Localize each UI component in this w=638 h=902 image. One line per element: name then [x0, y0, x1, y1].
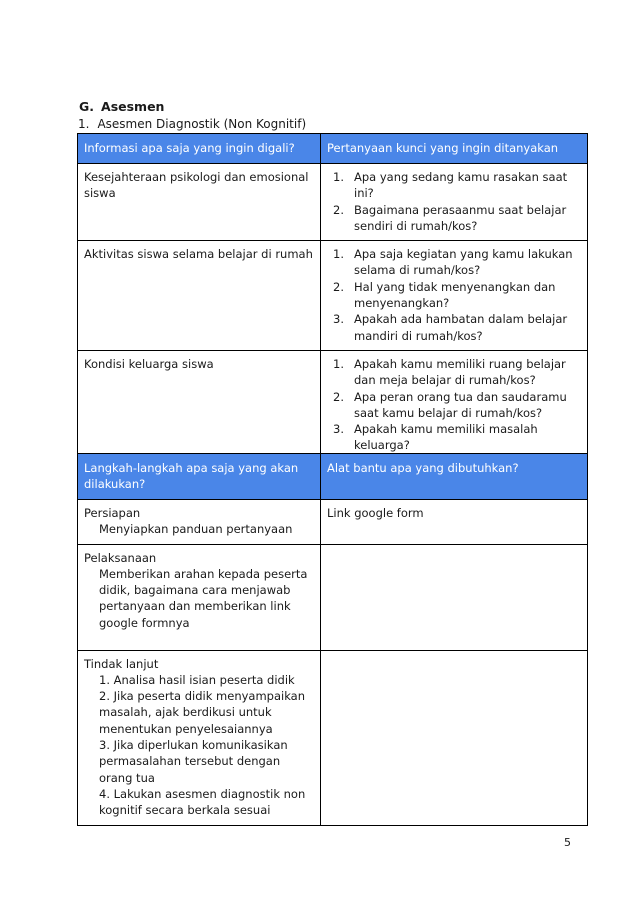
information-cell: Aktivitas siswa selama belajar di rumah — [78, 241, 321, 351]
questions-list — [327, 246, 581, 344]
step-title: Pelaksanaan — [84, 550, 157, 565]
list-item: 2. Hal yang tidak menyenangkan dan menyenangkan? — [333, 279, 556, 311]
list-item: 1. Apakah kamu memiliki ruang belajar dan meja belajar di rumah/kos? — [333, 356, 566, 388]
questions-cell — [321, 241, 588, 351]
list-item: 1. Apa saja kegiatan yang kamu lakukan selama di rumah/kos? — [333, 247, 573, 278]
page-number: 5 — [564, 836, 571, 849]
list-item: 3. Apakah kamu memiliki masalah keluarga? — [333, 422, 538, 453]
tool-cell — [321, 544, 588, 650]
step-line: Memberikan arahan kepada peserta didik, bagaimana cara menjawab pertanyaan dan memberikan link google formnya — [99, 566, 308, 630]
list-item: 2. Apa peran orang tua dan saudaramu saat kamu belajar di rumah/kos? — [333, 389, 567, 420]
header-steps: Langkah-langkah apa saja yang akan dilakukan? — [78, 454, 321, 500]
subsection-heading — [78, 117, 306, 131]
step-line: 1. Analisa hasil isian peserta didik — [99, 672, 295, 687]
section-letter: G. — [79, 99, 95, 114]
step-line: 3. Jika diperlukan komunikasikan permasalahan tersebut dengan orang tua — [99, 738, 288, 785]
list-item: 3. Apakah ada hambatan dalam belajar mandiri di rumah/kos? — [333, 312, 568, 343]
table-row — [78, 350, 588, 460]
step-cell — [78, 544, 321, 650]
tool-cell — [321, 650, 588, 825]
header-key-questions: Pertanyaan kunci yang ingin ditanyakan — [321, 134, 588, 164]
step-cell — [78, 650, 321, 825]
diagnostic-questions-table — [77, 133, 588, 461]
step-cell — [78, 500, 321, 545]
questions-list — [327, 169, 581, 234]
table-header-row — [78, 454, 588, 500]
steps-tools-table — [77, 453, 588, 826]
questions-list — [327, 356, 581, 454]
step-line: 2. Jika peserta didik menyampaikan masalah, ajak berdikusi untuk menentukan penyelesaiannya — [99, 689, 306, 736]
step-line: 4. Lakukan asesmen diagnostik non kognitif secara berkala sesuai — [99, 786, 306, 818]
header-information: Informasi apa saja yang ingin digali? — [78, 134, 321, 164]
step-line: Menyiapkan panduan pertanyaan — [99, 522, 293, 537]
table-row — [78, 650, 588, 825]
tool-cell: Link google form — [321, 500, 588, 545]
questions-cell — [321, 164, 588, 241]
list-item: 1. Apa yang sedang kamu rasakan saat ini? — [333, 170, 568, 201]
information-cell: Kesejahteraan psikologi dan emosional siswa — [78, 164, 321, 241]
list-item: 2. Bagaimana perasaanmu saat belajar sendiri di rumah/kos? — [333, 202, 567, 233]
table-row — [78, 164, 588, 241]
questions-cell — [321, 350, 588, 460]
table-row — [78, 544, 588, 650]
table-header-row — [78, 134, 588, 164]
step-title: Tindak lanjut — [84, 656, 159, 671]
subsection-title: Asesmen Diagnostik (Non Kognitif) — [97, 117, 307, 131]
section-heading — [79, 99, 164, 114]
table-row — [78, 241, 588, 351]
section-title: Asesmen — [101, 99, 165, 114]
subsection-number: 1. — [78, 117, 90, 131]
step-title: Persiapan — [84, 506, 141, 520]
header-tools: Alat bantu apa yang dibutuhkan? — [321, 454, 588, 500]
table-row — [78, 500, 588, 545]
information-cell: Kondisi keluarga siswa — [78, 350, 321, 460]
